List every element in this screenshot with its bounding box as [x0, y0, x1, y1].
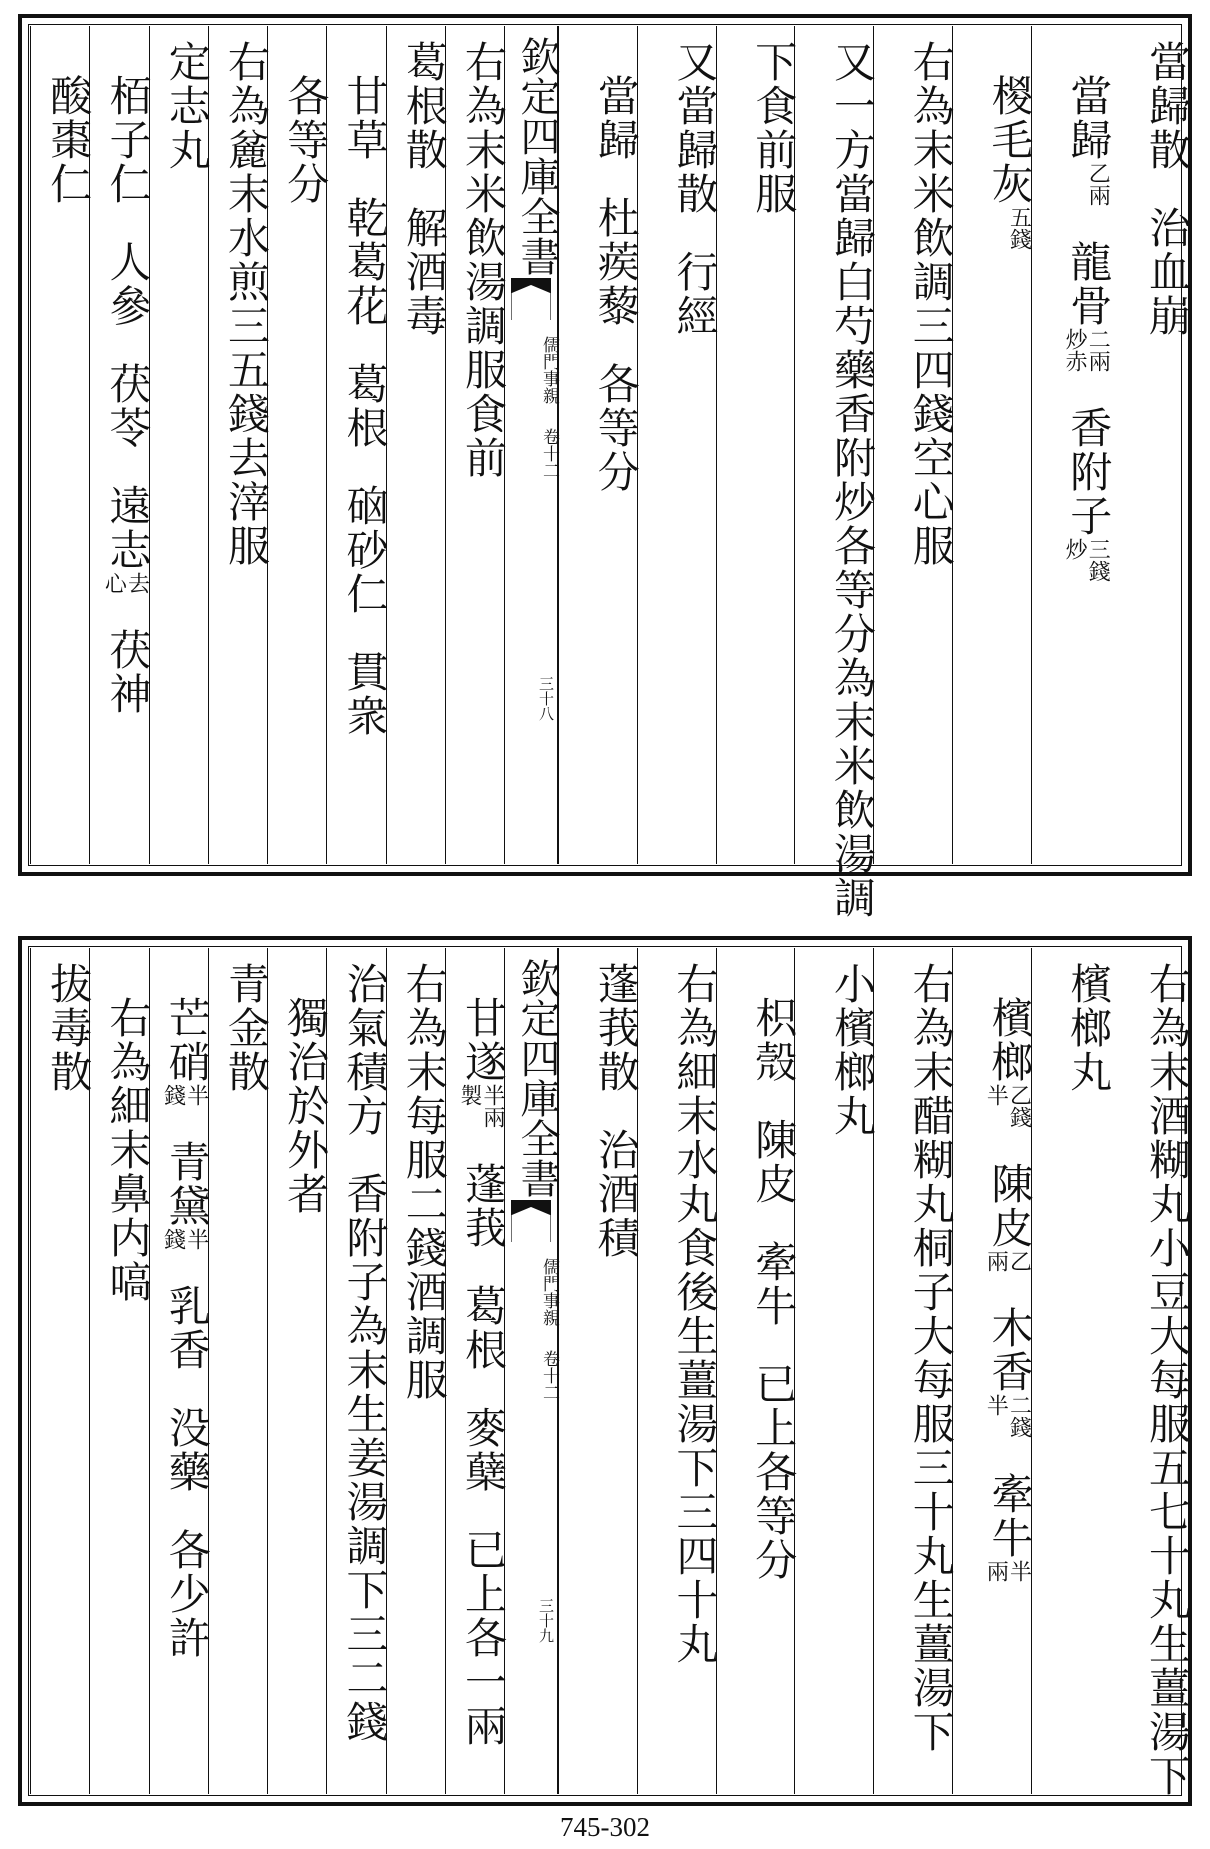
spacer: [717, 962, 795, 996]
column-text: [90, 962, 153, 1304]
volume-label: 卷十二: [539, 428, 559, 479]
text-segment: 右為末每服二錢酒調服: [399, 962, 449, 1402]
column-text: [638, 962, 720, 1666]
double-line-note: [1032, 328, 1110, 372]
column-text: [327, 962, 390, 1744]
text-column: [558, 948, 641, 1794]
spacer: [717, 1084, 795, 1118]
folio-number: 三十八: [537, 676, 555, 721]
text-segment: 右為細末水丸食後生薑湯下三四十丸: [670, 962, 720, 1666]
text-segment: 右為末醋糊丸桐子大每服三十丸生薑湯下: [906, 962, 956, 1754]
text-segment: 已上各等分: [749, 1362, 799, 1582]
annotation-note: 半: [983, 1394, 1009, 1416]
spacer: [559, 1094, 637, 1128]
annotation-note: 炒赤: [1062, 328, 1088, 372]
spacer: [559, 162, 637, 196]
column-text: [1109, 40, 1192, 338]
text-column: [716, 26, 799, 864]
column-text: [446, 962, 508, 1748]
spacer: [446, 1494, 504, 1528]
text-column: [1031, 26, 1114, 864]
text-column: [445, 948, 508, 1794]
text-column: [1109, 948, 1192, 1798]
spacer: [327, 450, 385, 484]
text-column: [149, 26, 212, 864]
text-column: [30, 948, 94, 1794]
column-text: [638, 40, 720, 338]
annotation-note: 心: [101, 572, 127, 594]
column-text: [209, 962, 271, 1094]
text-segment: 下食前服: [749, 40, 799, 216]
spacer: [446, 962, 504, 996]
text-segment: 獨治於外者: [281, 996, 331, 1216]
text-column: [267, 26, 331, 864]
text-segment: 栢子仁: [103, 74, 153, 206]
text-segment: 椶毛灰: [985, 74, 1035, 206]
column-text: [31, 40, 94, 206]
book-title: 儒門事親: [539, 336, 559, 404]
fold-column: [504, 948, 558, 1794]
fishtail-mark-icon: [511, 278, 551, 320]
text-segment: 陳皮: [985, 1162, 1035, 1250]
double-line-note: [953, 1084, 1031, 1128]
text-segment: 右為麄末水煎三五錢去滓服: [222, 40, 271, 568]
text-segment: 拔毒散: [44, 962, 94, 1094]
annotation-note: 製: [456, 1084, 482, 1106]
column-text: [387, 962, 449, 1402]
text-segment: 葛根: [459, 1284, 508, 1372]
annotation-note: 半兩: [480, 1084, 505, 1128]
spacer: [327, 162, 385, 196]
spacer: [150, 1106, 208, 1140]
column-text: [1032, 962, 1114, 1094]
annotation-note: 半: [983, 1084, 1009, 1106]
text-segment: 當歸散: [1143, 40, 1192, 172]
text-segment: 定志丸: [162, 40, 212, 172]
text-segment: 没藥: [162, 1406, 212, 1494]
text-segment: 各等分: [281, 74, 331, 206]
spacer: [90, 206, 148, 240]
text-column: [873, 948, 956, 1794]
spacer: [717, 1206, 795, 1240]
double-line-note: [953, 1560, 1031, 1582]
text-segment: 甘遂: [459, 996, 508, 1084]
annotation-note: 去: [124, 572, 150, 594]
annotation-note: 半: [1006, 1560, 1032, 1582]
annotation-note: 三錢: [1085, 538, 1111, 582]
text-segment: 治氣積方: [340, 962, 390, 1138]
column-text: [795, 962, 877, 1138]
column-text: [268, 962, 331, 1216]
text-column: [267, 948, 331, 1794]
text-segment: 解酒毒: [399, 206, 449, 338]
column-text: [90, 40, 153, 716]
text-column: [794, 948, 877, 1794]
column-text: [1032, 40, 1114, 582]
annotation-note: 乙兩: [1085, 162, 1111, 206]
text-segment: 治血崩: [1143, 206, 1192, 338]
text-segment: 青金散: [222, 962, 271, 1094]
text-segment: 當歸: [1064, 74, 1114, 162]
annotation-note: 炒: [1062, 538, 1088, 560]
column-text: [953, 962, 1035, 1582]
column-text: [209, 40, 271, 568]
collection-title: 欽定四庫全書: [514, 36, 560, 276]
text-segment: 右為細末鼻内嗃: [103, 996, 153, 1304]
spacer: [387, 172, 445, 206]
spacer: [150, 1372, 208, 1406]
spacer: [327, 328, 385, 362]
text-segment: 遠志: [103, 484, 153, 572]
text-segment: 人參: [103, 240, 153, 328]
text-segment: 麥蘖: [459, 1406, 508, 1494]
spacer: [268, 40, 326, 74]
double-line-note: [953, 1394, 1031, 1438]
text-column: [952, 948, 1035, 1794]
spacer: [446, 1372, 504, 1406]
text-segment: 酸棗仁: [44, 74, 94, 206]
spacer: [150, 962, 208, 996]
text-segment: 葛根: [340, 362, 390, 450]
annotation-note: 錢: [160, 1228, 186, 1250]
spacer: [638, 216, 716, 250]
spacer: [90, 450, 148, 484]
text-segment: 又當歸散: [670, 40, 720, 216]
text-segment: 杜蒺藜: [591, 196, 641, 328]
text-column: [794, 26, 877, 920]
text-segment: 右為末酒糊丸小豆大每服五七十丸生薑湯下: [1143, 962, 1192, 1798]
double-line-note: [953, 1250, 1031, 1272]
column-text: [559, 962, 641, 1260]
spacer: [150, 1250, 208, 1284]
page-number: 745-302: [560, 1812, 650, 1842]
text-segment: 右為末米飲調三四錢空心服: [906, 40, 956, 568]
spacer: [31, 40, 89, 74]
annotation-note: 五錢: [1006, 206, 1032, 250]
text-segment: 陳皮: [749, 1118, 799, 1206]
spacer: [1032, 372, 1110, 406]
text-segment: 乾葛花: [340, 196, 390, 328]
text-column: [716, 948, 799, 1794]
text-segment: 硇砂仁: [340, 484, 390, 616]
text-segment: 蓬莪散: [591, 962, 641, 1094]
book-title: 儒門事親: [539, 1258, 559, 1326]
column-text: [150, 40, 212, 172]
text-segment: 香附子為末生姜湯調下三二錢: [340, 1172, 390, 1744]
column-text: [268, 40, 331, 206]
text-segment: 小檳榔丸: [828, 962, 877, 1138]
text-column: [952, 26, 1035, 864]
fishtail-mark-icon: [511, 1200, 551, 1242]
text-column: [89, 948, 153, 1794]
text-column: [873, 26, 956, 864]
double-line-note: [446, 1084, 504, 1128]
volume-label: 卷十二: [539, 1350, 559, 1401]
text-column: [30, 26, 94, 864]
spacer: [559, 40, 637, 74]
text-column: [445, 26, 508, 864]
text-segment: 貫衆: [340, 650, 390, 738]
column-text: [1109, 962, 1192, 1798]
text-column: [149, 948, 212, 1794]
column-text: [150, 962, 212, 1660]
text-segment: 右為末米飲湯調服食前: [459, 40, 508, 480]
double-line-note: [150, 1084, 208, 1106]
text-segment: 甘草: [340, 74, 390, 162]
column-text: [717, 40, 799, 216]
spacer: [953, 1438, 1031, 1472]
text-column: [637, 26, 720, 864]
spacer: [953, 40, 1031, 74]
double-line-note: [150, 1228, 208, 1250]
spacer: [953, 1128, 1031, 1162]
text-column: [89, 26, 153, 864]
text-segment: 治酒積: [591, 1128, 641, 1260]
text-column: [1109, 26, 1192, 864]
double-line-note: [1032, 538, 1110, 582]
spacer: [327, 1138, 385, 1172]
text-segment: 茯神: [103, 628, 153, 716]
column-text: [387, 40, 449, 338]
spacer: [1109, 172, 1188, 206]
spacer: [446, 1128, 504, 1162]
column-text: [953, 40, 1035, 250]
text-segment: 香附子: [1064, 406, 1114, 538]
text-segment: 枳殼: [749, 996, 799, 1084]
column-text: [446, 40, 508, 480]
text-segment: 各少許: [162, 1528, 212, 1660]
annotation-note: 錢: [160, 1084, 186, 1106]
spacer: [327, 616, 385, 650]
collection-title: 欽定四庫全書: [514, 958, 560, 1198]
text-segment: 青黛: [162, 1140, 212, 1228]
spacer: [717, 1328, 795, 1362]
lower-page: [18, 936, 1192, 1806]
double-line-note: [90, 572, 148, 594]
spacer: [268, 962, 326, 996]
column-text: [559, 40, 641, 494]
folio-number: 三十九: [537, 1598, 555, 1643]
annotation-note: 二兩: [1085, 328, 1111, 372]
text-segment: 木香: [985, 1306, 1035, 1394]
spacer: [327, 40, 385, 74]
spacer: [90, 40, 148, 74]
spacer: [953, 1272, 1031, 1306]
text-segment: 乳香: [162, 1284, 212, 1372]
spacer: [559, 328, 637, 362]
text-segment: 龍骨: [1064, 240, 1114, 328]
text-column: [558, 26, 641, 864]
spacer: [446, 1250, 504, 1284]
text-segment: 牽牛: [985, 1472, 1035, 1560]
annotation-note: 兩: [983, 1250, 1009, 1272]
text-segment: 行經: [670, 250, 720, 338]
text-segment: 已上各一兩: [459, 1528, 508, 1748]
text-segment: 蓬莪: [459, 1162, 508, 1250]
text-column: [208, 948, 271, 1794]
spacer: [90, 962, 148, 996]
annotation-note: 乙錢: [1006, 1084, 1032, 1128]
text-segment: 茯苓: [103, 362, 153, 450]
spacer: [953, 962, 1031, 996]
annotation-note: 半: [183, 1084, 209, 1106]
column-text: [874, 962, 956, 1754]
text-segment: 又一方當歸白芍藥香附炒各等分為末米飲湯調: [828, 40, 877, 920]
text-column: [386, 26, 449, 864]
text-segment: 檳榔丸: [1064, 962, 1114, 1094]
spacer: [90, 328, 148, 362]
column-text: [874, 40, 956, 568]
column-text: [717, 962, 799, 1582]
text-segment: 芒硝: [162, 996, 212, 1084]
text-column: [637, 948, 720, 1794]
spacer: [150, 1494, 208, 1528]
text-segment: 牽牛: [749, 1240, 799, 1328]
text-column: [386, 948, 449, 1794]
text-column: [326, 26, 390, 864]
fold-column: [504, 26, 558, 864]
text-column: [208, 26, 271, 864]
annotation-note: 乙: [1006, 1250, 1032, 1272]
text-segment: 葛根散: [399, 40, 449, 172]
column-text: [31, 962, 94, 1094]
spacer: [1032, 206, 1110, 240]
text-column: [1031, 948, 1114, 1794]
text-segment: 當歸: [591, 74, 641, 162]
spacer: [90, 594, 148, 628]
text-column: [326, 948, 390, 1794]
text-segment: 檳榔: [985, 996, 1035, 1084]
upper-page: [18, 14, 1192, 920]
annotation-note: 二錢: [1006, 1394, 1032, 1438]
column-text: [327, 40, 390, 738]
annotation-note: 兩: [983, 1560, 1009, 1582]
text-segment: 各等分: [591, 362, 641, 494]
column-text: [795, 40, 877, 920]
annotation-note: 半: [183, 1228, 209, 1250]
spacer: [1032, 40, 1110, 74]
